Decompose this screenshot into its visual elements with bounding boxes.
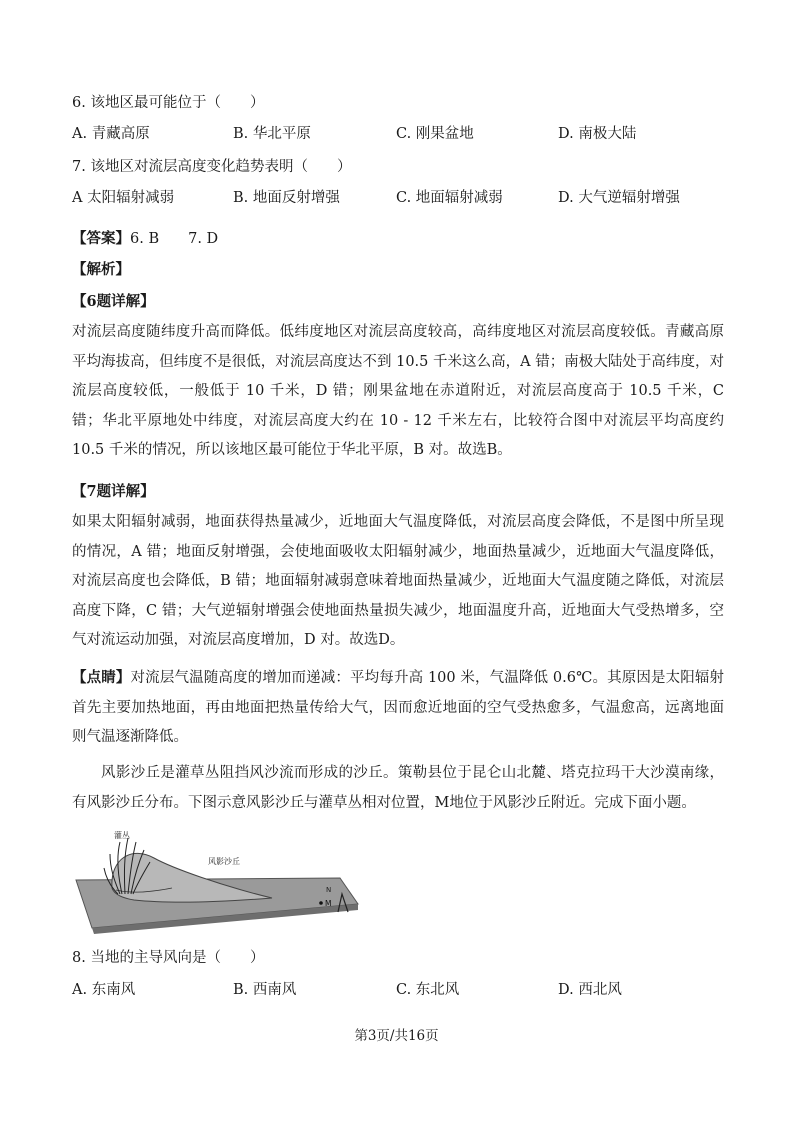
question-6-option-c[interactable]: C. 刚果盆地 [396,126,474,142]
point-m-label: M [325,899,332,908]
answer-label: 【答案】 [72,230,130,247]
question-8-option-d[interactable]: D. 西北风 [558,982,622,998]
north-label: N [326,886,332,894]
question-6-option-d[interactable]: D. 南极大陆 [558,126,637,142]
question-7-option-b[interactable]: B. 地面反射增强 [233,190,340,206]
detail-6-label: 【6题详解】 [72,293,155,310]
question-8-option-c[interactable]: C. 东北风 [396,982,460,998]
question-6-option-b[interactable]: B. 华北平原 [233,126,311,142]
detail-7-label: 【7题详解】 [72,483,155,500]
detail-6-text: 对流层高度随纬度升高而降低。低纬度地区对流层高度较高，高纬度地区对流层高度较低。青藏高原平均海拔高，但纬度不是很低，对流层高度达不到 10.5 千米这么高，A 错；南极大陆处于高纬度，对流层高度较低，一般低于 10 千米，D 错；刚果盆地在赤道附近，对流层高度高于 10.5 千米，C 错；华北平原地处中纬度，对流层高度大约在 10 - 12 千米左右，比较符合图中对流层平均高度约 10.5 千米的情况，所以该地区最可能位于华北平原，B 对。故选B。 [72,324,724,458]
dune-shape [112,853,272,902]
question-8-option-b[interactable]: B. 西南风 [233,982,297,998]
point-m-marker [319,901,323,905]
question-6-option-a[interactable]: A. 青藏高原 [72,126,150,142]
question-8-stem: 8. 当地的主导风向是（ ） [72,950,265,966]
tip-text: 对流层气温随高度的增加而递减：平均每升高 100 米，气温降低 0.6℃。其原因是太阳辐射首先主要加热地面，再由地面把热量传给大气，因而愈近地面的空气受热愈多，气温愈高，远离地面则气温逐渐降低。 [72,670,725,745]
question-6-stem: 6. 该地区最可能位于（ ） [72,95,265,111]
question-7-option-d[interactable]: D. 大气逆辐射增强 [558,190,680,206]
answer-line [72,229,218,249]
tip-paragraph [72,663,724,753]
question-7-option-c[interactable]: C. 地面辐射减弱 [396,190,503,206]
intro-paragraph: 风影沙丘是灌草丛阻挡风沙流而形成的沙丘。策勒县位于昆仑山北麓、塔克拉玛干大沙漠南缘，有风影沙丘分布。下图示意风影沙丘与灌草丛相对位置，M地位于风影沙丘附近。完成下面小题。 [72,765,724,811]
shrub-label: 灌丛 [114,831,130,840]
detail-7-text: 如果太阳辐射减弱，地面获得热量减少，近地面大气温度降低，对流层高度会降低，不是图中所呈现的情况，A 错；地面反射增强，会使地面吸收太阳辐射减少，地面热量减少，近地面大气温度降低，对流层高度也会降低，B 错；地面辐射减弱意味着地面热量减少，近地面大气温度随之降低，对流层高度下降，C 错；大气逆辐射增强会使地面热量损失减少，地面温度升高，近地面大气受热增多，空气对流运动加强，对流层高度增加，D 对。故选D。 [72,514,724,648]
tip-label: 【点睛】 [72,669,131,686]
question-8-option-a[interactable]: A. 东南风 [72,982,136,998]
question-7-stem: 7. 该地区对流层高度变化趋势表明（ ） [72,159,352,175]
dune-diagram [72,828,368,934]
question-7-option-a[interactable]: A 太阳辐射减弱 [72,190,175,206]
dune-label: 风影沙丘 [208,857,240,866]
page-number-footer: 第3页/共16页 [354,1028,439,1044]
analysis-label: 【解析】 [72,261,130,278]
dune-figure [72,828,368,934]
answer-text: 6. B 7. D [130,231,219,247]
